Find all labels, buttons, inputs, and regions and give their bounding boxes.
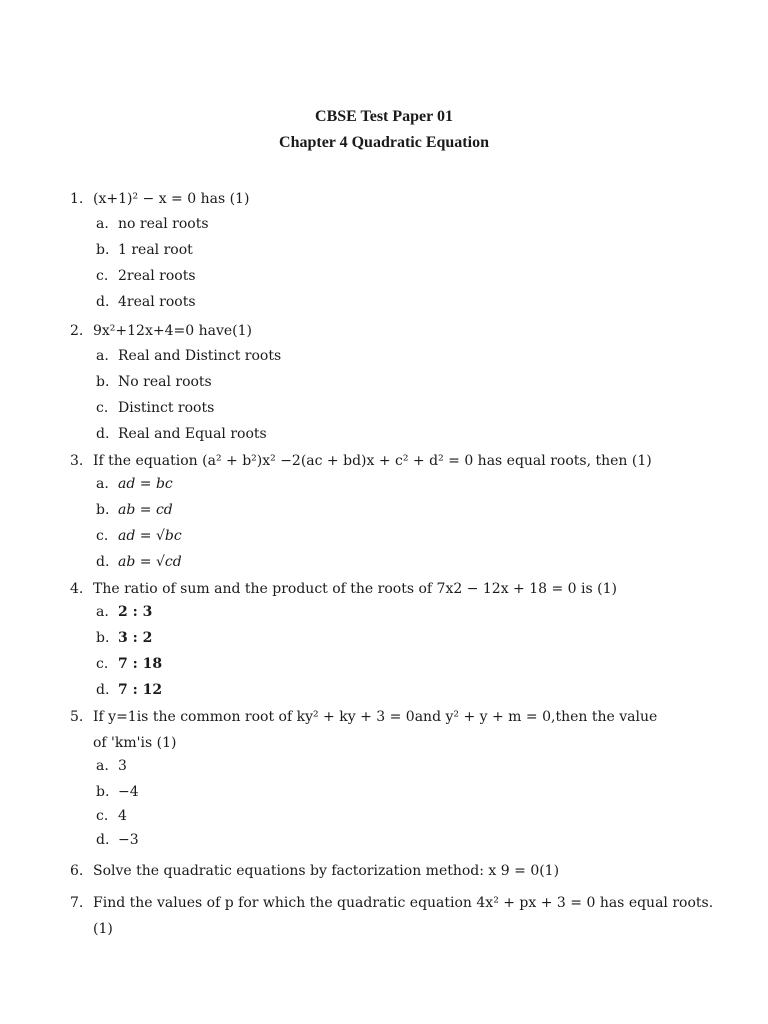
question-6 (70, 858, 730, 884)
option-c (96, 654, 716, 674)
option-label: c. (96, 656, 109, 672)
option-text: −3 (118, 832, 139, 848)
option-label: b. (96, 374, 110, 390)
option-a (96, 602, 716, 622)
question-text: If y=1is the common root of ky² + ky + 3 = 0and y² + y + m = 0,then the value (93, 709, 658, 725)
option-label: d. (96, 554, 110, 570)
option-text: ad = bc (118, 476, 173, 492)
question-7 (70, 890, 730, 942)
option-text: −4 (118, 784, 139, 800)
question-text: Solve the quadratic equations by factorization method: x 9 = 0(1) (93, 863, 560, 879)
option-text: Real and Equal roots (118, 426, 267, 442)
question-number: 4. (70, 581, 84, 597)
option-label: a. (96, 476, 109, 492)
question-number: 5. (70, 709, 84, 725)
option-b (96, 372, 716, 392)
option-label: d. (96, 832, 110, 848)
option-b (96, 240, 716, 260)
question-5 (70, 704, 730, 756)
option-a (96, 474, 716, 494)
option-text: 4 (118, 808, 127, 824)
option-d (96, 830, 716, 850)
option-label: b. (96, 630, 110, 646)
option-c (96, 398, 716, 418)
option-d (96, 424, 716, 444)
question-number: 2. (70, 323, 84, 339)
option-label: b. (96, 784, 110, 800)
question-1 (70, 186, 730, 212)
option-c (96, 266, 716, 286)
option-b (96, 500, 716, 520)
option-text: 2real roots (118, 268, 196, 284)
option-label: b. (96, 242, 110, 258)
option-text: 3 (118, 758, 127, 774)
question-text: Find the values of p for which the quadratic equation 4x² + px + 3 = 0 has equal roots. (93, 895, 714, 911)
option-text: 2 : 3 (118, 604, 153, 620)
option-a (96, 756, 716, 776)
option-b (96, 782, 716, 802)
option-label: c. (96, 400, 109, 416)
option-label: a. (96, 604, 109, 620)
question-number: 3. (70, 453, 84, 469)
option-c (96, 806, 716, 826)
question-2 (70, 318, 730, 344)
option-a (96, 346, 716, 366)
option-a (96, 214, 716, 234)
option-label: d. (96, 682, 110, 698)
paper-title: CBSE Test Paper 01 (315, 108, 453, 125)
option-text: 4real roots (118, 294, 196, 310)
option-text: ab = √cd (118, 554, 182, 570)
question-3 (70, 448, 730, 474)
option-text: Real and Distinct roots (118, 348, 282, 364)
option-text: 7 : 18 (118, 656, 163, 672)
option-d (96, 552, 716, 572)
option-text: No real roots (118, 374, 212, 390)
option-text: 7 : 12 (118, 682, 163, 698)
option-b (96, 628, 716, 648)
option-label: a. (96, 216, 109, 232)
option-label: b. (96, 502, 110, 518)
question-text-continued: (1) (93, 921, 113, 937)
option-label: c. (96, 808, 109, 824)
option-text: ad = √bc (118, 528, 182, 544)
question-number: 1. (70, 191, 84, 207)
option-text: no real roots (118, 216, 209, 232)
question-text: 9x²+12x+4=0 have(1) (93, 323, 252, 339)
option-label: c. (96, 528, 109, 544)
question-number: 6. (70, 863, 84, 879)
question-text: (x+1)² − x = 0 has (1) (93, 191, 250, 207)
chapter-title: Chapter 4 Quadratic Equation (279, 134, 489, 151)
option-label: a. (96, 348, 109, 364)
option-label: d. (96, 426, 110, 442)
option-text: Distinct roots (118, 400, 215, 416)
option-text: 1 real root (118, 242, 193, 258)
question-text: If the equation (a² + b²)x² −2(ac + bd)x + c² + d² = 0 has equal roots, then (1) (93, 453, 652, 469)
option-d (96, 680, 716, 700)
option-text: 3 : 2 (118, 630, 153, 646)
question-text: The ratio of sum and the product of the roots of 7x2 − 12x + 18 = 0 is (1) (93, 581, 617, 597)
question-text-continued: of 'km'is (1) (93, 735, 177, 751)
option-text: ab = cd (118, 502, 173, 518)
option-label: c. (96, 268, 109, 284)
option-label: a. (96, 758, 109, 774)
question-4 (70, 576, 730, 602)
option-c (96, 526, 716, 546)
question-number: 7. (70, 895, 84, 911)
option-d (96, 292, 716, 312)
option-label: d. (96, 294, 110, 310)
